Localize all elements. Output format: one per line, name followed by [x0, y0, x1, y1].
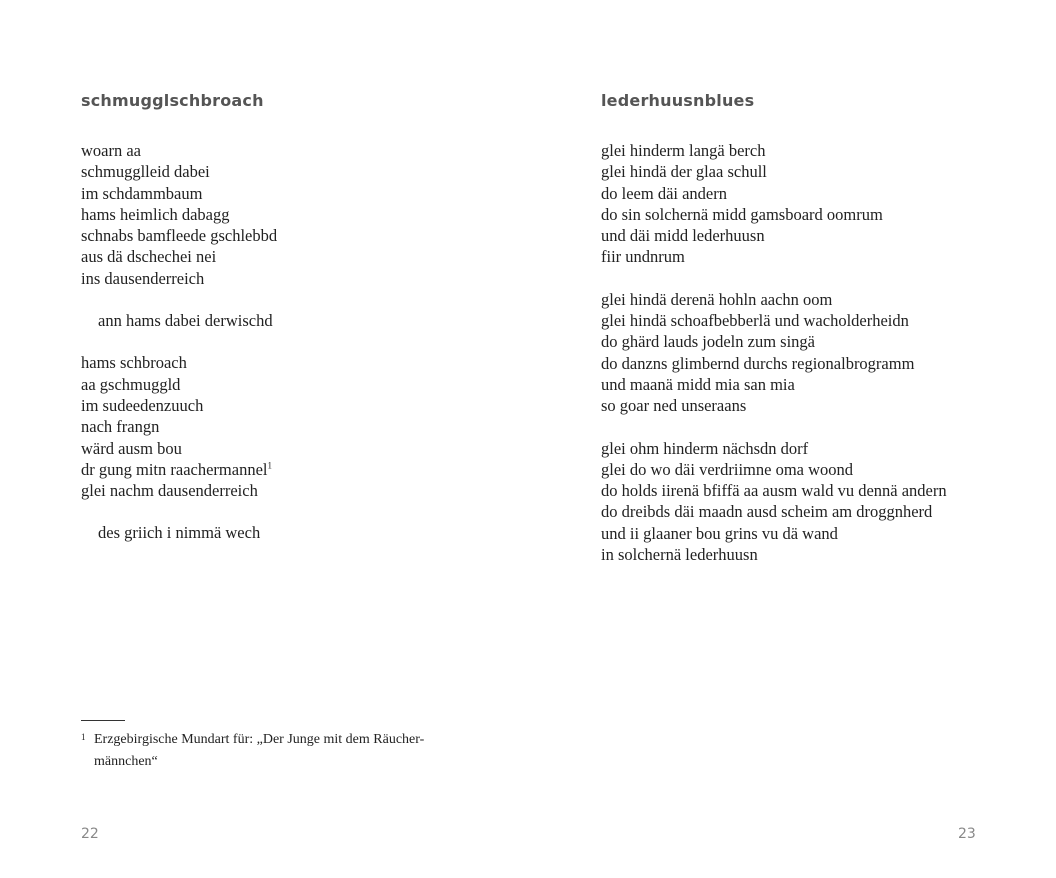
- stanza-indented: [81, 310, 501, 331]
- poem-line-text: dr gung mitn raachermannel: [81, 459, 268, 479]
- poem-line: do ghärd lauds jodeln zum singä: [601, 332, 816, 352]
- poem-line: woarn aa: [81, 141, 142, 160]
- poem-line: do danzns glimbernd durchs regionalbrogramm: [601, 353, 915, 373]
- poem-line: und däi midd lederhuusn: [601, 226, 765, 246]
- stanza-indented: [81, 522, 501, 543]
- poem-line: ins dausenderreich: [81, 268, 205, 288]
- stanza: [81, 140, 501, 289]
- poem-line: schnabs bamfleede gschlebbd: [81, 226, 278, 246]
- poem-lederhuusnblues: [601, 90, 1041, 586]
- page-number-right: 23: [958, 826, 976, 842]
- poem-line: aa gschmuggld: [81, 374, 181, 394]
- poem-line: und maanä midd mia san mia: [601, 374, 795, 394]
- poem-line: im schdammbaum: [81, 183, 203, 203]
- poem-line: glei hindä der glaa schull: [601, 162, 767, 182]
- footnote-rule: [81, 720, 125, 721]
- poem-line: glei hindä derenä hohln aachn oom: [601, 289, 833, 309]
- poem-line: nach frangn: [81, 417, 160, 437]
- stanza: [81, 352, 501, 501]
- poem-line: in solchernä lederhuusn: [601, 545, 758, 565]
- footnote: [81, 729, 461, 773]
- poem-schmugglschbroach: [81, 90, 501, 565]
- poem-title: schmugglschbroach: [81, 91, 264, 110]
- poem-line: hams schbroach: [81, 353, 187, 373]
- poem-line: so goar ned unseraans: [601, 396, 747, 416]
- poem-line: wärd ausm bou: [81, 438, 182, 458]
- right-page: [528, 0, 1056, 878]
- poem-line: aus dä dschechei nei: [81, 247, 217, 267]
- poem-line: glei do wo däi verdriimne oma woond: [601, 459, 854, 479]
- poem-line: ann hams dabei derwischd: [98, 311, 273, 331]
- footnote-text-line: männchen“: [94, 754, 158, 769]
- stanza: [601, 438, 1041, 566]
- poem-line: glei hinderm langä berch: [601, 141, 766, 160]
- page-number-left: 22: [81, 826, 99, 842]
- footnote-area: [81, 720, 461, 773]
- poem-line: glei nachm dausenderreich: [81, 481, 258, 501]
- footnote-reference[interactable]: 1: [267, 460, 272, 471]
- poem-line: do dreibds däi maadn ausd scheim am droggnherd: [601, 502, 933, 522]
- poem-line: do leem däi andern: [601, 183, 727, 203]
- poem-line: im sudeedenzuuch: [81, 395, 204, 415]
- poem-line: fiir undnrum: [601, 247, 685, 267]
- footnote-text-line: Erzgebirgische Mundart für: „Der Junge mit dem Räucher-: [94, 732, 425, 747]
- poem-line: do sin solchernä midd gamsboard oomrum: [601, 204, 883, 224]
- stanza: [601, 140, 1041, 268]
- poem-line-with-footnote: [81, 459, 501, 480]
- poem-line: schmugglleid dabei: [81, 162, 210, 182]
- poem-line: do holds iirenä bfiffä aa ausm wald vu dennä andern: [601, 481, 947, 501]
- poem-line: glei hindä schoafbebberlä und wacholderheidn: [601, 311, 909, 331]
- poem-line: glei ohm hinderm nächsdn dorf: [601, 438, 809, 458]
- poem-line: und ii glaaner bou grins vu dä wand: [601, 523, 838, 543]
- stanza: [601, 289, 1041, 417]
- poem-title: lederhuusnblues: [601, 91, 755, 110]
- poem-line: hams heimlich dabagg: [81, 204, 230, 224]
- footnote-mark: 1: [81, 732, 86, 742]
- poem-line: des griich i nimmä wech: [98, 523, 261, 543]
